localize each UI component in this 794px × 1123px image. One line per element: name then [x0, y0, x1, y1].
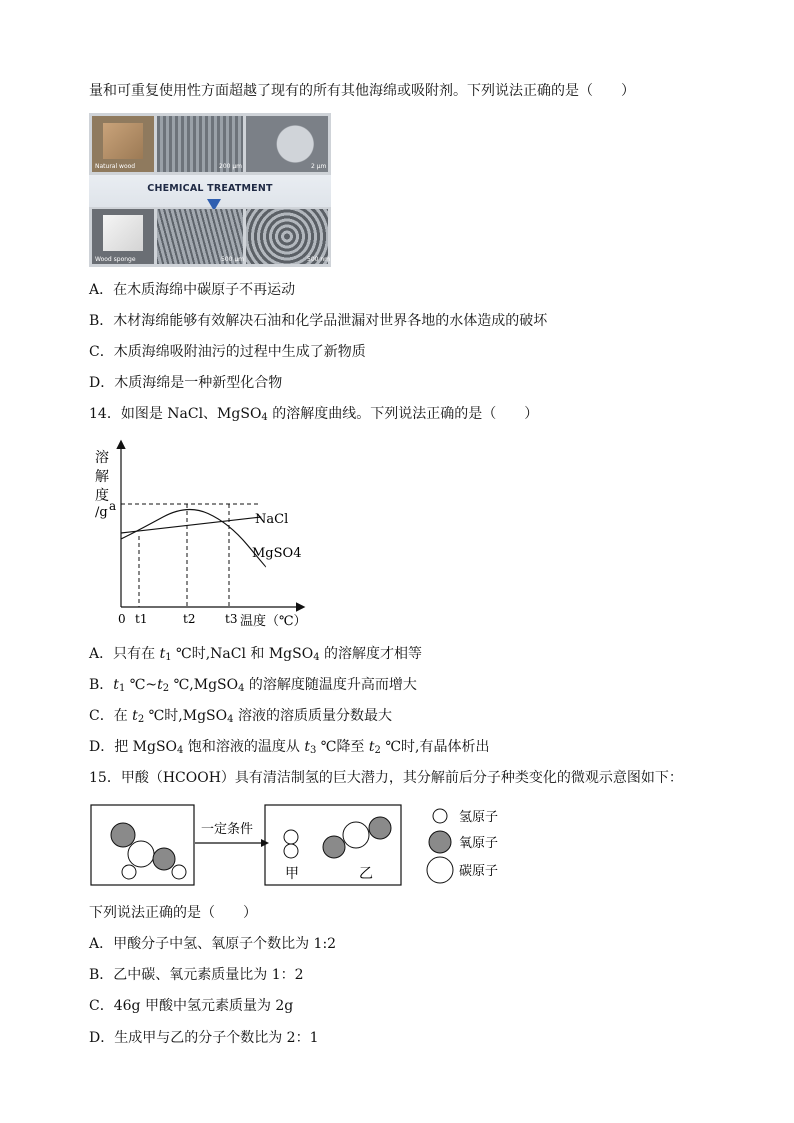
oxygen-atom [323, 836, 345, 858]
q14-b-pre: B． [89, 677, 114, 693]
y-label-char-3: 度 [95, 488, 109, 504]
q14-c-post2: 溶液的溶质质量分数最大 [233, 708, 392, 724]
origin-label: 0 [118, 612, 126, 626]
q14-d-mid2: ℃降至 [316, 739, 369, 755]
hydrogen-atom [172, 865, 186, 879]
legend-oxygen-swatch [429, 831, 451, 853]
x-tick-t2: t2 [183, 612, 196, 626]
y-label-char-2: 解 [95, 469, 109, 485]
q13-option-a: A．在木质海绵中碳原子不再运动 [89, 282, 296, 298]
scale-label-1: 200 μm [219, 163, 243, 170]
q15-option-a: A．甲酸分子中氢、氧原子个数比为 1:2 [89, 936, 337, 952]
q14-b-post: ℃,MgSO [169, 677, 239, 693]
q14-d-sub2: 3 [309, 745, 317, 756]
oxygen-atom [369, 817, 391, 839]
legend-hydrogen-swatch [433, 809, 447, 823]
q15-option-b: B．乙中碳、氧元素质量比为 1：2 [89, 967, 304, 983]
legend-carbon-label: 碳原子 [459, 864, 499, 879]
q14-a-sub: 1 [165, 652, 172, 663]
q14-a-var: t [159, 646, 166, 662]
q14-d-mid: 饱和溶液的温度从 [183, 739, 305, 755]
q13-option-d: D．木质海绵是一种新型化合物 [89, 375, 283, 391]
q14-option-a [89, 645, 422, 667]
q15-option-d: D．生成甲与乙的分子个数比为 2：1 [89, 1030, 319, 1046]
q14-a-post2: 的溶解度才相等 [319, 646, 423, 662]
q14-stem [89, 405, 538, 427]
q14-b-sub: 1 [118, 683, 126, 694]
q14-b-mid: ℃~ [125, 677, 158, 693]
q14-option-b [89, 676, 417, 698]
scale-label-4: 500 nm [307, 256, 331, 263]
legend-hydrogen-label: 氢原子 [459, 810, 499, 825]
q15-stem: 15．甲酸（HCOOH）具有清洁制氢的巨大潜力，其分解前后分子种类变化的微观示意图如下： [89, 770, 683, 786]
q13-stem-tail: 量和可重复使用性方面超越了现有的所有其他海绵或吸附剂。下列说法正确的是（ ） [89, 83, 635, 99]
q14-d-var2: t [368, 739, 375, 755]
q15-prompt: 下列说法正确的是（ ） [89, 905, 257, 921]
q14-b-post2: 的溶解度随温度升高而增大 [244, 677, 417, 693]
series-nacl-line [121, 517, 261, 533]
q14-d-pre: D．把 MgSO [89, 739, 178, 755]
scale-label-2: 2 μm [311, 163, 327, 170]
q14-d-post: ℃时,有晶体析出 [380, 739, 490, 755]
q14-c-var: t [132, 708, 138, 724]
y-tick-a: a [109, 499, 117, 513]
q14-c-sub: 2 [137, 714, 145, 725]
carbon-atom [128, 841, 154, 867]
q14-b-var: t [113, 677, 119, 693]
q14-stem-a: 14．如图是 NaCl、MgSO [89, 406, 262, 422]
q14-b-sub2: 2 [162, 683, 170, 694]
label-wood-sponge: Wood sponge [95, 256, 136, 263]
x-axis-label: 温度（℃） [240, 614, 307, 629]
q14-stem-b: 的溶解度曲线。下列说法正确的是（ ） [267, 406, 539, 422]
q14-d-var: t [304, 739, 310, 755]
q14-c-post: ℃时,MgSO [144, 708, 228, 724]
q14-a-post: ℃时,NaCl 和 MgSO [171, 646, 314, 662]
q14-b-sub3: 4 [238, 683, 245, 694]
wood-sponge-block [103, 215, 143, 251]
legend-carbon-swatch [427, 857, 453, 883]
q14-a-sub2: 4 [313, 652, 320, 663]
y-label-char-1: 溶 [95, 450, 109, 466]
q14-d-sub: 4 [177, 745, 184, 756]
wood-sponge-photo [89, 113, 331, 267]
reaction-diagram [89, 800, 519, 892]
y-label-char-4: /g [95, 505, 108, 520]
banner-text: CHEMICAL TREATMENT [147, 183, 273, 194]
x-tick-t3: t3 [225, 612, 238, 626]
natural-wood-block [103, 123, 143, 159]
hydrogen-atom [284, 830, 298, 844]
legend-oxygen-label: 氧原子 [459, 836, 499, 851]
q15-option-c: C．46g 甲酸中氢元素质量为 2g [89, 998, 294, 1014]
q14-c-sub2: 4 [227, 714, 234, 725]
q14-stem-sub: 4 [261, 412, 268, 423]
q14-option-d [89, 738, 489, 760]
hydrogen-atom [284, 844, 298, 858]
carbon-atom [343, 822, 369, 848]
oxygen-atom [153, 848, 175, 870]
x-tick-t1: t1 [135, 612, 148, 626]
legend-nacl: NaCl [255, 512, 289, 527]
q14-d-sub3: 2 [374, 745, 381, 756]
oxygen-atom [111, 823, 135, 847]
hydrogen-atom [122, 865, 136, 879]
legend-mgso4: MgSO4 [252, 546, 302, 561]
label-natural-wood: Natural wood [95, 163, 136, 170]
q14-c-pre: C．在 [89, 708, 133, 724]
product-jia-label: 甲 [285, 866, 299, 882]
scale-label-3: 500 μm [221, 256, 245, 263]
solubility-chart [89, 436, 319, 636]
reaction-condition: 一定条件 [201, 822, 254, 837]
product-yi-label: 乙 [359, 866, 373, 882]
q14-b-var2: t [157, 677, 163, 693]
series-mgso4-line [121, 509, 266, 567]
q14-a-pre: A．只有在 [89, 646, 160, 662]
q13-option-c: C．木质海绵吸附油污的过程中生成了新物质 [89, 344, 366, 360]
q14-option-c [89, 707, 392, 729]
q13-option-b: B．木材海绵能够有效解决石油和化学品泄漏对世界各地的水体造成的破坏 [89, 313, 548, 329]
